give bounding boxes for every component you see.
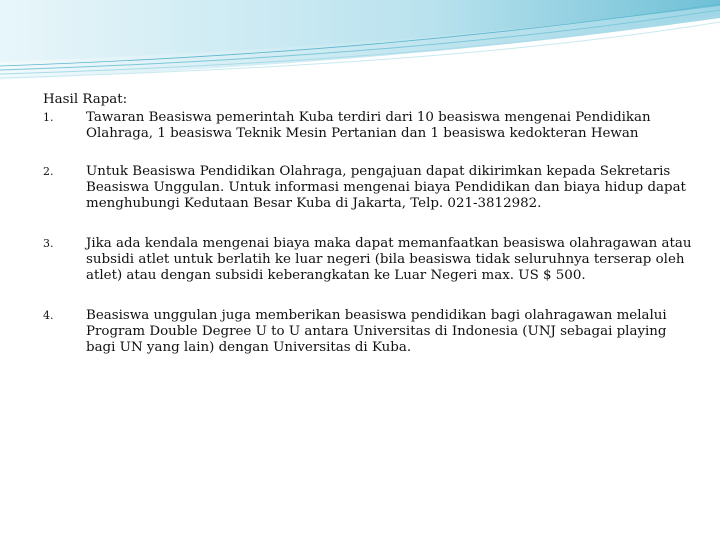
decorative-wave-banner	[0, 0, 720, 90]
item-number: 2.	[43, 165, 54, 178]
item-number: 4.	[43, 309, 54, 322]
result-item-2	[43, 164, 693, 212]
result-item-4	[43, 308, 693, 356]
item-text: Untuk Beasiswa Pendidikan Olahraga, pengajuan dapat dikirimkan kepada Sekretaris Beasiswa Unggulan. Untuk informasi mengenai biaya Pendidikan dan biaya hidup dapat menghubungi Kedutaan Besar Kuba di Jakarta, Telp. 021-3812982.	[86, 164, 686, 211]
item-number: 3.	[43, 237, 54, 250]
item-number: 1.	[43, 111, 54, 124]
item-text: Jika ada kendala mengenai biaya maka dapat memanfaatkan beasiswa olahragawan atau subsidi atlet untuk berlatih ke luar negeri (bila beasiswa tidak seluruhnya terserap oleh atlet) atau dengan subsidi keberangkatan ke Luar Negeri max. US $ 500.	[86, 236, 692, 283]
result-item-3	[43, 236, 693, 284]
item-text: Beasiswa unggulan juga memberikan beasiswa pendidikan bagi olahragawan melalui Program Double Degree U to U antara Universitas di Indonesia (UNJ sebagai playing bagi UN yang lain) dengan Universitas di Kuba.	[86, 308, 667, 355]
item-text: Tawaran Beasiswa pemerintah Kuba terdiri dari 10 beasiswa mengenai Pendidikan Olahraga, 1 beasiswa Teknik Mesin Pertanian dan 1 beasiswa kedokteran Hewan	[86, 110, 651, 141]
results-heading: Hasil Rapat:	[43, 92, 128, 107]
result-item-1	[43, 110, 693, 142]
meeting-results	[43, 92, 693, 356]
